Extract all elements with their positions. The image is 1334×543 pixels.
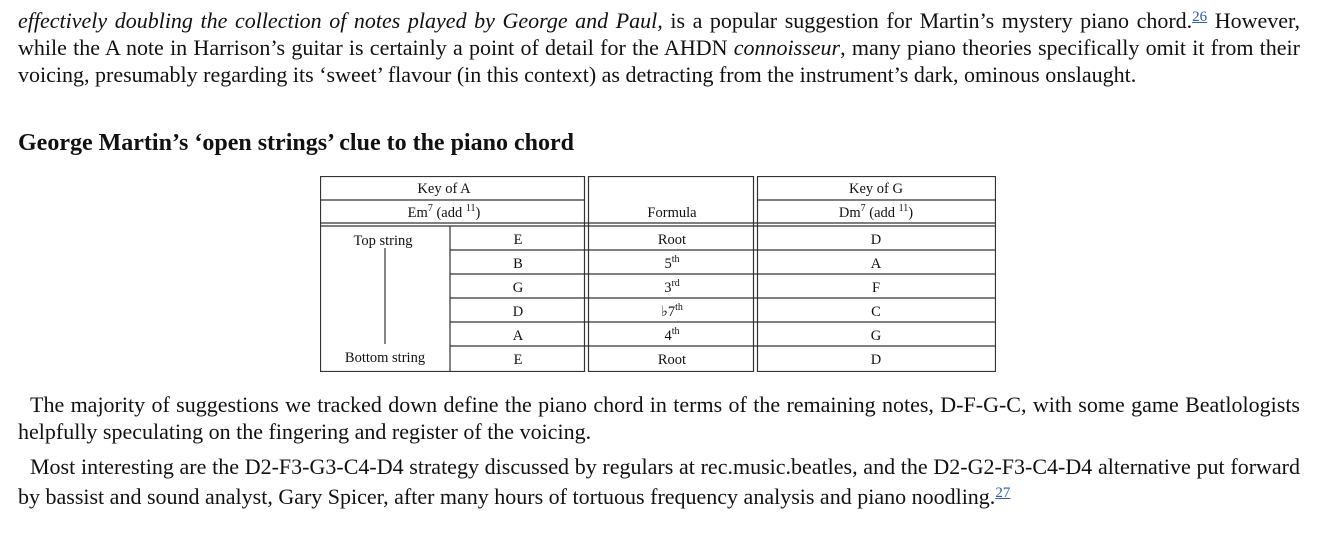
key-g-note: A: [870, 256, 882, 272]
key-a-note: D: [512, 304, 524, 320]
chord-table-svg: [320, 176, 996, 372]
key-g-header: Key of G: [849, 181, 903, 197]
footnote-link-26[interactable]: 26: [1192, 9, 1208, 25]
footnote-link-27[interactable]: 27: [995, 485, 1011, 501]
key-a-note: A: [512, 328, 524, 344]
paragraph-interesting-text: Most interesting are the D2-F3-G3-C4-D4 strategy discussed by regulars at rec.music.beatles, and the D2-G2-F3-C4-D4 alternative put forward by bassist and sound analyst, Gary Spicer, after many hours of tortuous frequency analysis and piano noodling.: [18, 454, 1300, 509]
formula-cell: 3rd: [664, 278, 680, 296]
section-heading: George Martin’s ‘open strings’ clue to the piano chord: [18, 130, 574, 156]
key-a-note: G: [512, 280, 524, 296]
intro-paragraph: [18, 4, 1300, 88]
key-a-note: B: [513, 256, 523, 272]
italic-lead: effectively doubling the collection of notes played by George and Paul,: [18, 8, 663, 33]
table-rows: [513, 232, 882, 368]
italic-connoisseur: connoisseur: [733, 35, 841, 60]
top-string-label: Top string: [353, 233, 413, 249]
key-a-chord: Em$^7$ (add $^{11}$): [407, 203, 481, 221]
key-g-chord: Dm$^7$ (add $^{11}$): [838, 203, 914, 221]
paragraph-majority: [18, 391, 1300, 445]
formula-cell: Root: [657, 232, 687, 248]
key-g-note: G: [870, 328, 882, 344]
key-g-note: C: [871, 304, 881, 320]
key-a-note: E: [513, 232, 523, 248]
formula-cell: ♭7th: [661, 302, 683, 320]
intro-text-b: However, while the A note in Harrison’s guitar is certainly a point of detail for the AHDN: [18, 8, 1300, 60]
key-g-note: D: [870, 352, 882, 368]
key-g-note: D: [870, 232, 882, 248]
bottom-string-label: Bottom string: [344, 350, 426, 366]
formula-cell: Root: [657, 352, 687, 368]
paragraph-interesting: [18, 453, 1300, 510]
intro-text-c: , many piano theories specifically omit it from their voicing, presumably regarding its ‘sweet’ flavour (in this context) as detracting from the instrument’s dark, ominous onslaught.: [18, 35, 1301, 87]
key-g-note: F: [871, 280, 881, 296]
paragraph-majority-text: The majority of suggestions we tracked down define the piano chord in terms of the remaining notes, D-F-G-C, with some game Beatlologists helpfully speculating on the fingering and register of the voicing.: [18, 392, 1300, 444]
intro-text-a: is a popular suggestion for Martin’s mystery piano chord.: [662, 8, 1193, 33]
key-a-note: E: [513, 352, 523, 368]
formula-cell: 4th: [664, 326, 680, 344]
key-a-header: Key of A: [417, 181, 471, 197]
formula-header: Formula: [647, 205, 697, 221]
chord-table: [320, 176, 996, 372]
formula-cell: 5th: [664, 254, 680, 272]
